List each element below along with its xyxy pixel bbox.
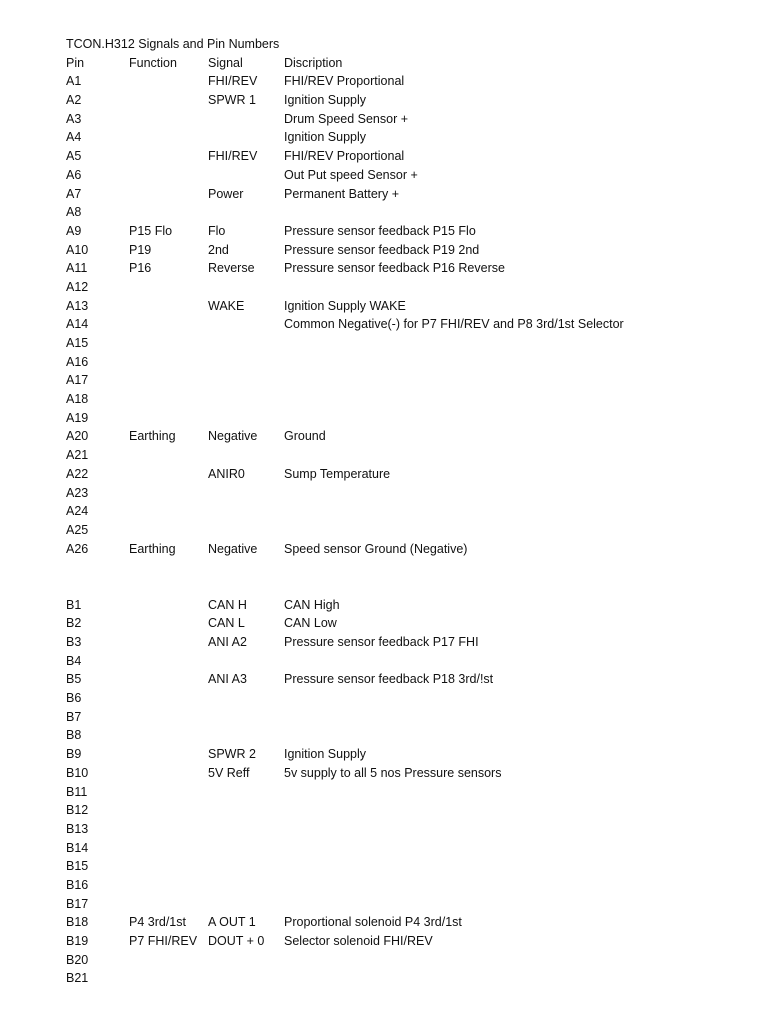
pin-cell: A11	[66, 261, 88, 276]
pin-cell: B12	[66, 803, 89, 818]
table-row	[66, 820, 756, 839]
pin-cell: B9	[66, 747, 82, 762]
function-cell: P19	[129, 242, 152, 257]
table-row	[66, 390, 756, 409]
signal-cell: CAN H	[208, 597, 247, 612]
pin-cell: A15	[66, 336, 89, 350]
pin-cell: A9	[66, 223, 82, 238]
table-row	[66, 185, 756, 204]
pin-cell: A13	[66, 298, 89, 313]
pin-cell: B21	[66, 971, 89, 986]
table-row	[66, 596, 756, 615]
pin-cell: B20	[66, 952, 89, 967]
description-cell: Pressure sensor feedback P18 3rd/!st	[284, 672, 494, 687]
description-cell: Speed sensor Ground (Negative)	[284, 541, 468, 556]
pin-cell: B14	[66, 840, 89, 855]
pin-cell: A24	[66, 504, 89, 519]
table-row	[66, 558, 756, 577]
table-row	[66, 783, 756, 802]
signal-cell: Power	[208, 186, 244, 201]
table-row	[66, 652, 756, 671]
table-row	[66, 259, 756, 278]
description-cell: Ignition Supply	[284, 130, 367, 145]
pin-cell: B15	[66, 859, 89, 874]
pin-cell: A6	[66, 167, 82, 182]
description-cell: Pressure sensor feedback P19 2nd	[284, 242, 480, 257]
description-cell: 5v supply to all 5 nos Pressure sensors	[284, 765, 502, 780]
pin-cell: A2	[66, 93, 82, 108]
table-row	[66, 166, 756, 185]
pin-cell: B17	[66, 896, 89, 911]
table-row	[66, 353, 756, 372]
table-row	[66, 876, 756, 895]
table-row	[66, 128, 756, 147]
signal-cell: ANI A2	[208, 635, 247, 649]
table-row	[66, 427, 756, 446]
function-cell: P16	[129, 261, 152, 276]
table-row	[66, 913, 756, 932]
pin-cell: A25	[66, 522, 89, 537]
table-row	[66, 465, 756, 484]
table-row	[66, 241, 756, 260]
pin-cell: B3	[66, 635, 82, 649]
table-row	[66, 764, 756, 783]
pin-cell: A10	[66, 242, 89, 257]
table-row	[66, 540, 756, 559]
table-row	[66, 502, 756, 521]
description-cell: Drum Speed Sensor +	[284, 111, 409, 126]
signal-cell: Negative	[208, 429, 258, 444]
table-row	[66, 484, 756, 503]
table-row	[66, 895, 756, 914]
description-cell: Permanent Battery +	[284, 186, 399, 201]
description-cell: Ground	[284, 429, 326, 444]
signal-cell: FHI/REV	[208, 74, 258, 89]
table-row	[66, 72, 756, 91]
pin-cell: B13	[66, 821, 89, 836]
table-row	[66, 315, 756, 334]
function-cell: Earthing	[129, 541, 176, 556]
table-row	[66, 334, 756, 353]
table-row	[66, 726, 756, 745]
table-row	[66, 614, 756, 633]
table-row	[66, 446, 756, 465]
signal-cell: WAKE	[208, 298, 245, 313]
table-row	[66, 801, 756, 820]
signal-cell: DOUT + 0	[208, 934, 265, 948]
table-row	[66, 91, 756, 110]
signal-cell: Reverse	[208, 261, 255, 276]
description-cell: CAN Low	[284, 616, 337, 631]
pin-cell: A19	[66, 410, 89, 425]
pin-cell: A16	[66, 354, 89, 369]
table-body	[66, 72, 756, 988]
table-row	[66, 203, 756, 222]
pin-cell: B7	[66, 709, 82, 724]
table-row	[66, 670, 756, 689]
pin-cell: A18	[66, 392, 89, 407]
table-row	[66, 708, 756, 727]
pin-cell: A26	[66, 541, 89, 556]
description-cell: FHI/REV Proportional	[284, 74, 405, 89]
pin-cell: A4	[66, 130, 82, 145]
pin-cell: A21	[66, 448, 89, 463]
header-row	[66, 54, 756, 73]
description-cell: Pressure sensor feedback P17 FHI	[284, 635, 479, 649]
signal-cell: FHI/REV	[208, 149, 258, 164]
table-row	[66, 147, 756, 166]
pin-cell: A12	[66, 279, 89, 294]
table-row	[66, 297, 756, 316]
pin-cell: A17	[66, 373, 89, 388]
pin-cell: B19	[66, 934, 89, 948]
signal-cell: ANIR0	[208, 466, 245, 481]
signal-cell: Flo	[208, 223, 226, 238]
header-description: Discription	[284, 55, 343, 70]
header-pin: Pin	[66, 55, 85, 70]
table-row	[66, 969, 756, 988]
pin-cell: B5	[66, 672, 82, 687]
signal-cell: Negative	[208, 541, 258, 556]
pin-cell: B6	[66, 691, 82, 706]
table-row	[66, 633, 756, 652]
table-row	[66, 278, 756, 297]
function-cell: P7 FHI/REV	[129, 934, 198, 948]
pin-cell: B2	[66, 616, 82, 631]
signal-cell: CAN L	[208, 616, 245, 631]
pin-cell: B4	[66, 653, 82, 668]
description-cell: Selector solenoid FHI/REV	[284, 934, 433, 948]
table-row	[66, 857, 756, 876]
signal-cell: SPWR 1	[208, 93, 256, 108]
pin-cell: A1	[66, 74, 82, 89]
table-row	[66, 839, 756, 858]
description-cell: Pressure sensor feedback P16 Reverse	[284, 261, 505, 276]
pin-cell: A23	[66, 485, 89, 500]
description-cell: Out Put speed Sensor +	[284, 167, 418, 182]
table-row	[66, 409, 756, 428]
table-row	[66, 222, 756, 241]
description-cell: Pressure sensor feedback P15 Flo	[284, 223, 476, 238]
header-function: Function	[129, 55, 177, 70]
table-row	[66, 745, 756, 764]
signals-table	[66, 35, 756, 988]
signal-cell: 2nd	[208, 242, 229, 257]
pin-cell: A7	[66, 186, 82, 201]
pin-cell: B1	[66, 597, 82, 612]
table-row	[66, 951, 756, 970]
document-title: TCON.H312 Signals and Pin Numbers	[66, 37, 280, 51]
pin-cell: B11	[66, 784, 88, 799]
signal-cell: SPWR 2	[208, 747, 256, 762]
pin-cell: B8	[66, 728, 82, 743]
description-cell: FHI/REV Proportional	[284, 149, 405, 164]
pin-cell: A5	[66, 149, 82, 164]
function-cell: P4 3rd/1st	[129, 915, 186, 930]
function-cell: Earthing	[129, 429, 176, 444]
table-row	[66, 932, 756, 951]
table-row	[66, 521, 756, 540]
signal-cell: A OUT 1	[208, 915, 256, 930]
pin-cell: B16	[66, 877, 89, 892]
description-cell: Ignition Supply	[284, 93, 367, 108]
signal-cell: 5V Reff	[208, 765, 250, 780]
table-row	[66, 110, 756, 129]
signal-cell: ANI A3	[208, 672, 247, 687]
pin-cell: A3	[66, 111, 82, 126]
pin-cell: B18	[66, 915, 89, 930]
header-signal: Signal	[208, 55, 243, 70]
table-row	[66, 577, 756, 596]
description-cell: Common Negative(-) for P7 FHI/REV and P8 3rd/1st Selector	[284, 317, 624, 332]
description-cell: Ignition Supply WAKE	[284, 298, 406, 313]
table-row	[66, 371, 756, 390]
pin-cell: A8	[66, 205, 82, 220]
function-cell: P15 Flo	[129, 223, 173, 238]
pin-cell: B10	[66, 765, 89, 780]
description-cell: Proportional solenoid P4 3rd/1st	[284, 915, 462, 930]
description-cell: CAN High	[284, 597, 340, 612]
description-cell: Sump Temperature	[284, 466, 391, 481]
pin-cell: A14	[66, 317, 89, 332]
pin-cell: A20	[66, 429, 89, 444]
pin-cell: A22	[66, 466, 89, 481]
description-cell: Ignition Supply	[284, 747, 367, 762]
table-row	[66, 689, 756, 708]
